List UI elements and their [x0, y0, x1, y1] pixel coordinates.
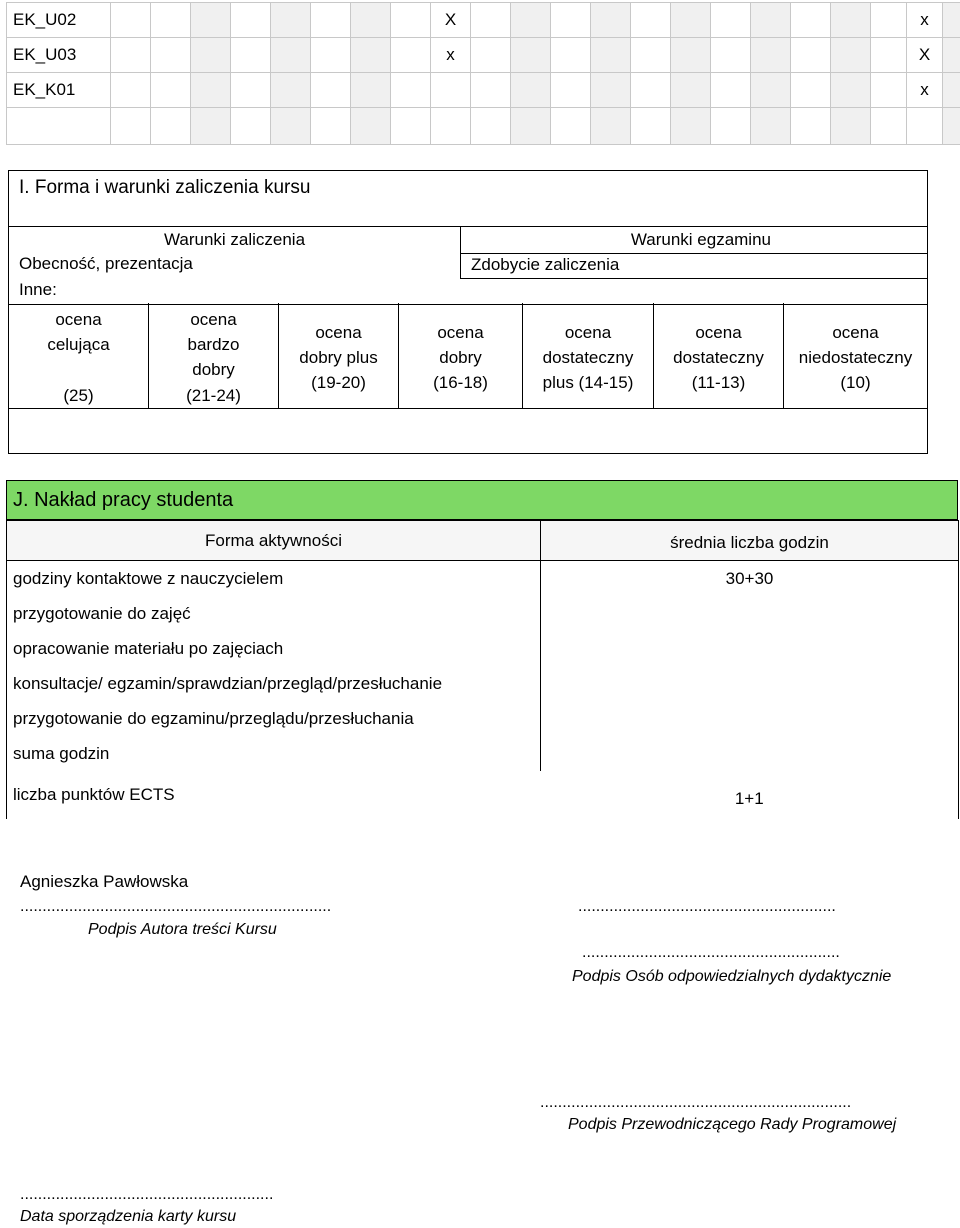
ek-cell	[391, 38, 431, 73]
grade-text: bardzo	[187, 335, 240, 354]
hours-value: 30+30	[541, 561, 959, 597]
council-signature-caption: Podpis Przewodniczącego Rady Programowej	[568, 1116, 897, 1133]
author-signature-caption: Podpis Autora treści Kursu	[88, 921, 277, 938]
ek-cell	[471, 73, 511, 108]
ek-cell	[191, 73, 231, 108]
ek-mark-right	[907, 108, 943, 145]
activity-label: konsultacje/ egzamin/sprawdzian/przegląd/przesłuchanie	[7, 666, 541, 701]
ek-cell	[591, 3, 631, 38]
ek-code: EK_U03	[7, 38, 111, 73]
ek-cell	[271, 38, 311, 73]
ek-cell	[151, 108, 191, 145]
ek-cell	[151, 73, 191, 108]
ek-cell	[751, 38, 791, 73]
ek-cell	[111, 108, 151, 145]
ek-cell	[111, 3, 151, 38]
hours-value	[541, 666, 959, 701]
grade-text: (16-18)	[433, 373, 488, 392]
didactic-signature-line: ..........................................................	[582, 944, 840, 961]
ek-cell	[271, 73, 311, 108]
ek-cell	[711, 38, 751, 73]
ek-cell	[943, 3, 960, 38]
grade-text: ocena	[832, 323, 879, 342]
ek-cell	[231, 38, 271, 73]
grade-cell	[399, 303, 523, 408]
activity-label: liczba punktów ECTS	[7, 771, 541, 819]
date-line: .........................................................	[20, 1186, 274, 1203]
grade-text: plus (14-15)	[542, 373, 634, 392]
ek-cell	[551, 73, 591, 108]
activity-label: suma godzin	[7, 736, 541, 771]
ek-cell	[311, 3, 351, 38]
grade-text: ocena	[315, 323, 362, 342]
ek-row	[7, 108, 960, 145]
ek-cell	[391, 73, 431, 108]
ek-cell	[551, 108, 591, 145]
ek-cell	[671, 3, 711, 38]
ek-cell	[943, 38, 960, 73]
grade-text: (11-13)	[691, 373, 746, 392]
ek-mark-right: x	[907, 73, 943, 108]
workload-row	[7, 631, 959, 666]
activity-label: przygotowanie do egzaminu/przeglądu/przesłuchania	[7, 701, 541, 736]
workload-row	[7, 596, 959, 631]
grade-text: ocena	[55, 310, 102, 329]
hours-value: 1+1	[541, 771, 959, 819]
ek-cell	[311, 73, 351, 108]
grade-text: (19-20)	[311, 373, 366, 392]
activity-column-header: Forma aktywności	[7, 521, 541, 561]
ek-cell	[511, 3, 551, 38]
workload-row	[7, 666, 959, 701]
ek-cell	[311, 108, 351, 145]
ek-cell	[351, 3, 391, 38]
ek-cell	[351, 38, 391, 73]
ek-cell	[591, 38, 631, 73]
grade-text: dostateczny	[673, 348, 764, 367]
right-signature-line-1: ..........................................................	[578, 898, 836, 915]
ek-cell	[191, 108, 231, 145]
ek-table	[6, 2, 960, 145]
ek-cell	[151, 38, 191, 73]
grade-text: (21-24)	[186, 386, 241, 405]
ek-cell	[271, 108, 311, 145]
grade-cell	[9, 303, 149, 408]
ek-row	[7, 3, 960, 38]
activity-label: godziny kontaktowe z nauczycielem	[7, 561, 541, 597]
grade-text: dobry	[439, 348, 482, 367]
ek-cell	[631, 108, 671, 145]
ek-cell	[551, 38, 591, 73]
grade-text: dostateczny	[542, 348, 634, 367]
ek-cell	[943, 73, 960, 108]
grade-text: (25)	[63, 386, 94, 405]
hours-column-header: średnia liczba godzin	[541, 521, 959, 561]
grade-text: (10)	[840, 373, 871, 392]
didactic-signature-caption: Podpis Osób odpowiedzialnych dydaktycznie	[572, 968, 892, 985]
hours-value	[541, 701, 959, 736]
ek-cell	[871, 38, 907, 73]
ek-cell	[711, 108, 751, 145]
workload-table	[6, 520, 959, 819]
ek-mark-left: x	[431, 38, 471, 73]
ek-code: EK_K01	[7, 73, 111, 108]
section-i-title: I. Forma i warunki zaliczenia kursu	[19, 177, 311, 198]
ek-cell	[231, 73, 271, 108]
ek-cell	[511, 73, 551, 108]
grade-cell	[784, 303, 927, 408]
grade-text: ocena	[437, 323, 484, 342]
grade-text: celująca	[47, 335, 110, 354]
ek-cell	[391, 108, 431, 145]
ek-cell	[711, 3, 751, 38]
ek-cell	[511, 38, 551, 73]
ek-cell	[151, 3, 191, 38]
workload-header-row	[7, 521, 959, 561]
ek-cell	[831, 73, 871, 108]
ek-cell	[391, 3, 431, 38]
zdobycie-label: Zdobycie zaliczenia	[461, 253, 927, 279]
ek-cell	[871, 108, 907, 145]
grade-cell	[279, 303, 399, 408]
hours-value	[541, 596, 959, 631]
ek-mark-left: X	[431, 3, 471, 38]
author-signature-line: ......................................................................	[20, 898, 332, 915]
ek-mark-left	[431, 108, 471, 145]
grade-text: dobry plus	[299, 348, 378, 367]
ek-cell	[111, 38, 151, 73]
ek-cell	[191, 38, 231, 73]
ek-cell	[471, 3, 511, 38]
ek-cell	[591, 73, 631, 108]
ek-mark-right: X	[907, 38, 943, 73]
activity-label: przygotowanie do zajęć	[7, 596, 541, 631]
ek-cell	[791, 108, 831, 145]
ek-cell	[231, 108, 271, 145]
ek-mark-right: x	[907, 3, 943, 38]
ek-cell	[791, 3, 831, 38]
ek-cell	[831, 38, 871, 73]
ek-mark-left	[431, 73, 471, 108]
ek-cell	[111, 73, 151, 108]
grading-table	[9, 226, 927, 405]
grade-cell	[149, 303, 279, 408]
author-name: Agnieszka Pawłowska	[20, 872, 189, 891]
ek-cell	[671, 108, 711, 145]
ek-cell	[791, 73, 831, 108]
ek-cell	[943, 108, 960, 145]
ek-cell	[631, 73, 671, 108]
hours-value	[541, 631, 959, 666]
ek-cell	[791, 38, 831, 73]
ek-cell	[711, 73, 751, 108]
inne-label: Inne:	[9, 279, 927, 305]
ek-cell	[831, 108, 871, 145]
ek-cell	[591, 108, 631, 145]
ek-cell	[831, 3, 871, 38]
grade-text: dobry	[192, 360, 235, 379]
ek-cell	[631, 3, 671, 38]
ek-cell	[511, 108, 551, 145]
grade-cell	[654, 303, 784, 408]
ek-cell	[631, 38, 671, 73]
hours-value	[541, 736, 959, 771]
workload-row	[7, 771, 959, 819]
warunki-egzaminu-header: Warunki egzaminu	[630, 230, 771, 249]
ek-cell	[231, 3, 271, 38]
ek-cell	[351, 73, 391, 108]
warunki-zaliczenia-header: Warunki zaliczenia	[9, 227, 461, 253]
grade-text: niedostateczny	[798, 348, 913, 367]
section-i	[8, 170, 928, 454]
workload-row	[7, 701, 959, 736]
activity-label: opracowanie materiału po zajęciach	[7, 631, 541, 666]
ek-cell	[751, 3, 791, 38]
ek-cell	[271, 3, 311, 38]
ek-code	[7, 108, 111, 145]
ek-cell	[871, 3, 907, 38]
section-j-title: J. Nakład pracy studenta	[6, 480, 958, 520]
ek-cell	[191, 3, 231, 38]
grade-text: ocena	[564, 323, 612, 342]
ek-cell	[671, 73, 711, 108]
grade-text: ocena	[695, 323, 742, 342]
grade-text: ocena	[190, 310, 237, 329]
grade-cell	[523, 303, 654, 408]
ek-cell	[471, 108, 511, 145]
ek-row	[7, 73, 960, 108]
ek-code: EK_U02	[7, 3, 111, 38]
council-signature-line: ......................................................................	[540, 1094, 852, 1111]
ek-cell	[871, 73, 907, 108]
obecnosc-label: Obecność, prezentacja	[9, 253, 461, 279]
ek-cell	[351, 108, 391, 145]
ek-row	[7, 38, 960, 73]
ek-cell	[551, 3, 591, 38]
workload-row	[7, 736, 959, 771]
ek-cell	[471, 38, 511, 73]
workload-row	[7, 561, 959, 597]
ek-cell	[671, 38, 711, 73]
ek-cell	[751, 73, 791, 108]
date-caption: Data sporządzenia karty kursu	[20, 1208, 237, 1225]
ek-cell	[751, 108, 791, 145]
ek-cell	[311, 38, 351, 73]
